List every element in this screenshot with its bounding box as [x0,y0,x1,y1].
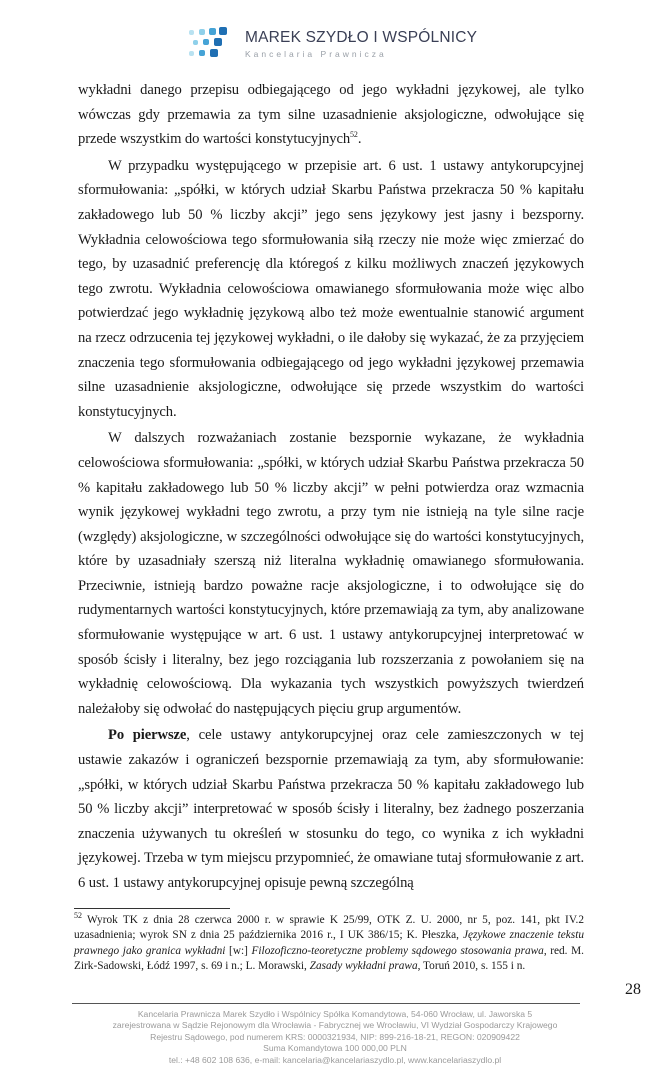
paragraph-text: , cele ustawy antykorupcyjnej oraz cele zamieszczonych w tej ustawie zakazów i ograniczeń bezspornie przemawiają za tym, aby sformułowanie: „spółki, w których udział Skarbu Państwa przekracza 50 % kapitału zakładowego lub 50 % liczby akcji” interpretować w sposób ścisły i literalny, bez żadnego poszerzania znaczenia używanych tu określeń w stosunku do tego, co wynika z ich wykładni językowej. Trzeba w tym miejscu przypomnieć, że omawiane tutaj sformułowanie z art. 6 ust. 1 ustawy antykorupcyjnej opisuje pewną szczególną [78,727,584,891]
footnote-text: , red. M. Zirk-Sadowski, Łódź 1997, s. 69 i n.; L. Morawski, [74,944,584,973]
footnote-text: [w:] [225,944,252,957]
document-body [78,78,584,898]
letterhead-logo [187,26,665,62]
bold-lead: Po pierwsze [108,727,187,744]
footnote-text: , Toruń 2010, s. 155 i n. [417,960,526,973]
footnote-ref: 52 [350,130,358,140]
footnote [74,910,584,975]
footnote-title: Językowe znaczenie tekstu prawnego jako granica wykładni [74,929,584,957]
logo-mark-icon [187,26,235,62]
footnote-number: 52 [74,910,82,920]
paragraph-text: wykładni danego przepisu odbiegającego od jego wykładni językowej, ale tylko wówczas gdy przemawia za tym silne uzasadnienie aksjologiczne, odwołujące się przede wszystkim do wartości konstytucyjnych [78,82,584,148]
footer-line: Suma Komandytowa 100 000,00 PLN [263,1043,407,1054]
page-number: 28 [625,980,641,998]
letterhead-footer [60,1009,610,1067]
footnote-title: Zasady wykładni prawa [309,960,418,973]
paragraph: W przypadku występującego w przepisie art. 6 ust. 1 ustawy antykorupcyjnej sformułowania: „spółki, w których udział Skarbu Państwa przekracza 50 % kapitału zakładowego lub 50 % liczby akcji” jego sens językowy jest jasny i bezsporny. Wykładnia celowościowa tego sformułowania siłą rzeczy nie może więc zmierzać do tego, by uzasadnić preferencję dla któregoś z kilku możliwych znaczeń językowych tego zwrotu. Wykładnia celowościowa omawianego sformułowania może więc albo potwierdzać jego wykładnię językową albo też może ewentualnie stanowić argument na rzecz odrzucenia tej językowej wykładni, o ile dałoby się wykazać, że za przyjęciem znaczenia tego sformułowania odbiegającego od jego wykładni językowej przemawia silne uzasadnienie aksjologiczne, odwołujące się przede wszystkim do wartości konstytucyjnych. [78,157,584,420]
firm-name: MAREK SZYDŁO I WSPÓLNICY [245,29,478,46]
footer-line: zarejestrowana w Sądzie Rejonowym dla Wrocławia - Fabrycznej we Wrocławiu, VI Wydział Gospodarczy Krajowego [112,1020,558,1031]
footer-line: Rejestru Sądowego, pod numerem KRS: 0000321934, NIP: 899-216-18-21, REGON: 020909422 [150,1031,520,1042]
paragraph: W dalszych rozważaniach zostanie bezspornie wykazane, że wykładnia celowościowa sformułowania: „spółki, w których udział Skarbu Państwa przekracza 50 % kapitału zakładowego lub 50 % liczby akcji” w pełni potwierdza oraz wzmacnia wynik językowej wykładni tego zwrotu, a przy tym nie istnieją na tyle silne racje (względy) aksjologiczne, w szczególności odwołujące się do wartości konstytucyjnych, które by uzasadniały szerszą niż literalna wykładnię omawianego sformułowania. Przeciwnie, istnieją bardzo poważne racje aksjologiczne, i to odwołujące się do rudymentarnych wartości konstytucyjnych, które przemawiają za tym, aby analizowane sformułowanie występujące w art. 6 ust. 1 ustawy antykorupcyjnej interpretować w sposób ścisły i literalny, bez jego rozciągania lub rozszerzania z powołaniem się na wykładnię celowościową. Dla wykazania tych wszystkich powyższych twierdzeń należałoby się odwołać do następujących pięciu grup argumentów. [78,430,584,717]
paragraph-text: . [357,131,362,148]
firm-subtitle: Kancelaria Prawnicza [245,49,387,59]
footnote-text: Wyrok TK z dnia 28 czerwca 2000 r. w sprawie K 25/99, OTK Z. U. 2000, nr 5, poz. 141, pkt IV.2 uzasadnienia; wyrok SN z dnia 25 października 2016 r., I UK 386/15; K. Płeszka, [74,913,584,942]
paragraph [78,78,584,152]
paragraph [78,723,584,895]
footer-line: Kancelaria Prawnicza Marek Szydło i Wspólnicy Spółka Komandytowa, 54-060 Wrocław, ul. Jaworska 5 [137,1008,533,1019]
footnote-divider [74,908,230,909]
footer-divider [72,1003,580,1004]
footer-line: tel.: +48 602 108 636, e-mail: kancelaria@kancelariaszydlo.pl, www.kancelariaszydlo.pl [168,1054,502,1065]
footnote-title: Filozoficzno-teoretyczne problemy sądowego stosowania prawa [251,944,544,957]
